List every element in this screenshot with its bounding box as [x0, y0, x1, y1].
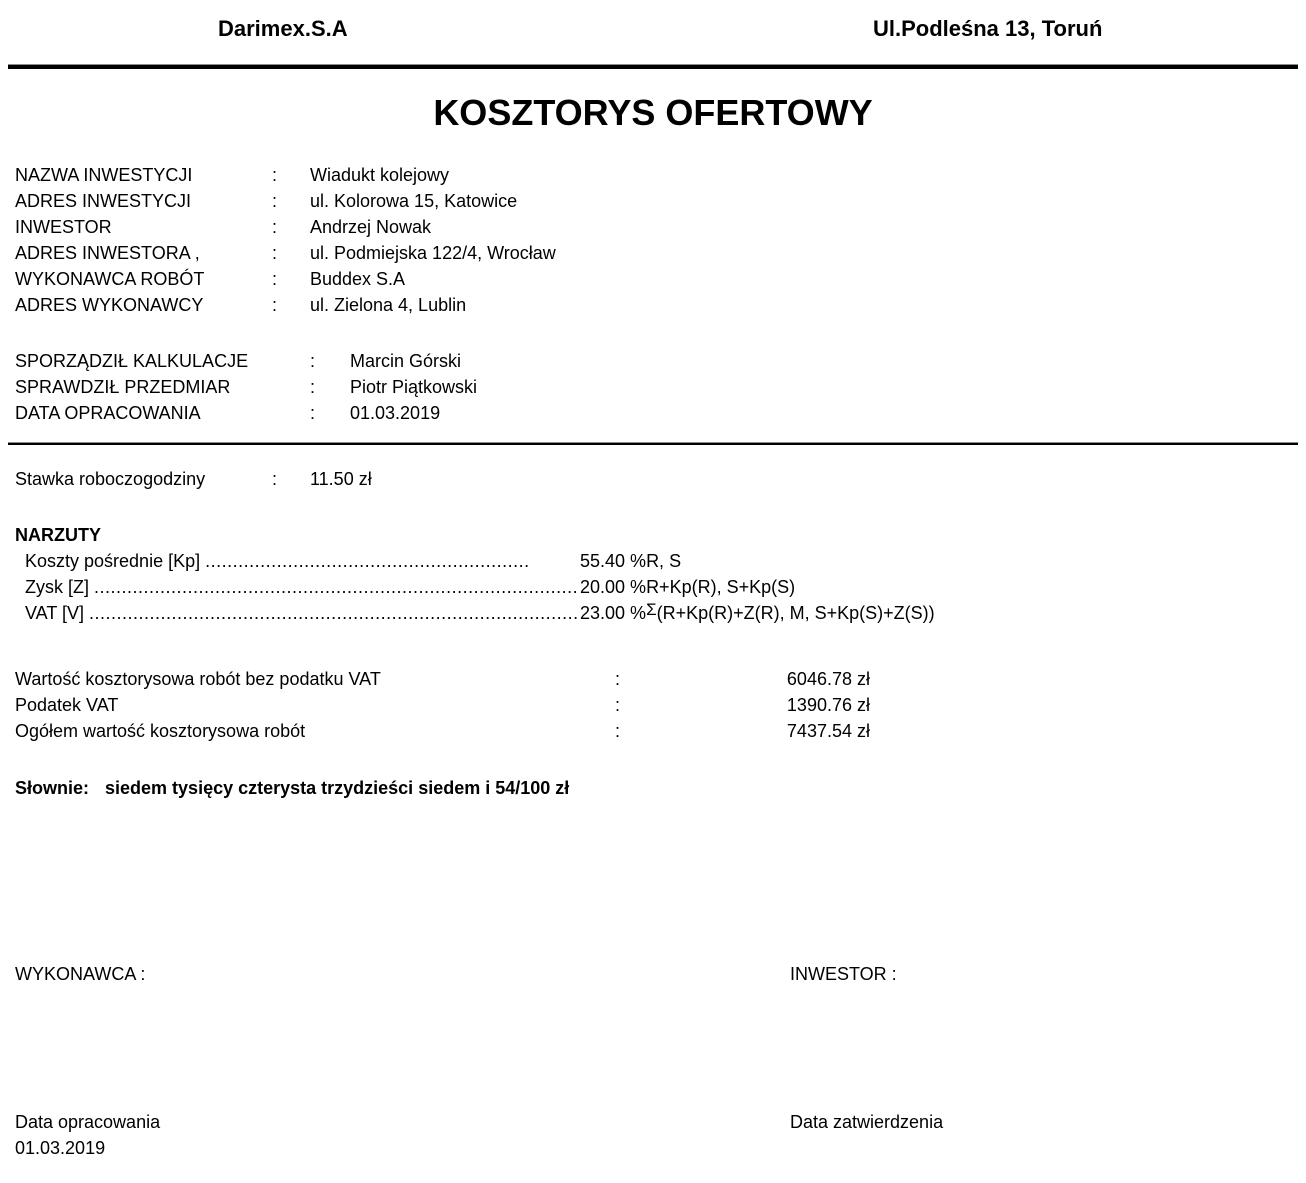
people-label: SPORZĄDZIŁ KALKULACJE — [15, 351, 249, 371]
people-value: Marcin Górski — [350, 351, 462, 371]
info-row-inwestor — [15, 214, 556, 240]
overhead-formula: (R+Kp(R)+Z(R), M, S+Kp(S)+Z(S)) — [656, 603, 935, 623]
total-label: Podatek VAT — [15, 695, 119, 715]
overhead-value — [580, 574, 795, 601]
info-row-nazwa-inwestycji — [15, 162, 556, 188]
info-row-adres-inwestora — [15, 240, 556, 266]
colon-separator: : — [615, 669, 621, 689]
amount-in-words — [15, 778, 569, 799]
overhead-percent: 23.00 % — [580, 603, 647, 623]
header-divider-rule — [8, 64, 1298, 69]
info-value: ul. Zielona 4, Lublin — [310, 295, 467, 315]
overheads-section — [15, 522, 935, 626]
total-label: Wartość kosztorysowa robót bez podatku VAT — [15, 669, 381, 689]
info-value: ul. Kolorowa 15, Katowice — [310, 191, 518, 211]
overhead-row-vat — [15, 600, 935, 626]
people-label: DATA OPRACOWANIA — [15, 403, 201, 423]
total-label: Ogółem wartość kosztorysowa robót — [15, 721, 306, 741]
info-value: Wiadukt kolejowy — [310, 165, 450, 185]
colon-separator: : — [272, 243, 278, 263]
info-row-adres-wykonawcy — [15, 292, 556, 318]
company-name: Darimex.S.A — [218, 16, 348, 41]
overheads-heading: NARZUTY — [15, 525, 101, 545]
signature-wykonawca: WYKONAWCA : — [15, 964, 146, 984]
people-value: Piotr Piątkowski — [350, 377, 478, 397]
overhead-percent: 55.40 % — [580, 551, 647, 571]
signature-inwestor: INWESTOR : — [790, 964, 897, 984]
amount-in-words-prefix: Słownie: — [15, 778, 90, 798]
info-value: Andrzej Nowak — [310, 217, 432, 237]
footer-data-opracowania-date: 01.03.2019 — [15, 1138, 106, 1158]
people-label: SPRAWDZIŁ PRZEDMIAR — [15, 377, 231, 397]
colon-separator: : — [272, 191, 278, 211]
overhead-formula: R, S — [646, 551, 682, 571]
total-value: 6046.78 zł — [786, 669, 870, 689]
colon-separator: : — [310, 351, 316, 371]
total-row-brutto — [15, 718, 870, 744]
info-label: WYKONAWCA ROBÓT — [15, 269, 205, 289]
amount-in-words-text: siedem tysięcy czterysta trzydzieści siedem i 54/100 zł — [105, 778, 570, 798]
info-row-wykonawca-robot — [15, 266, 556, 292]
overhead-formula: R+Kp(R), S+Kp(S) — [646, 577, 796, 597]
info-row-adres-inwestycji — [15, 188, 556, 214]
info-label: NAZWA INWESTYCJI — [15, 165, 193, 185]
overhead-label: Zysk [Z] — [25, 577, 89, 597]
overhead-label: Koszty pośrednie [Kp] — [25, 551, 201, 571]
info-label: ADRES INWESTYCJI — [15, 191, 192, 211]
colon-separator: : — [615, 695, 621, 715]
rate-value: 11.50 zł — [310, 469, 372, 489]
people-row-sprawdzil — [15, 374, 477, 400]
overhead-value — [580, 548, 681, 575]
info-value: Buddex S.A — [310, 269, 406, 289]
investment-info-block — [15, 162, 556, 318]
info-label: INWESTOR — [15, 217, 112, 237]
info-value: ul. Podmiejska 122/4, Wrocław — [310, 243, 556, 263]
document-title: KOSZTORYS OFERTOWY — [433, 92, 873, 133]
overhead-percent: 20.00 % — [580, 577, 647, 597]
colon-separator: : — [272, 165, 278, 185]
colon-separator: : — [615, 721, 621, 741]
people-row-sporzadzil — [15, 348, 477, 374]
people-value: 01.03.2019 — [350, 403, 441, 423]
totals-section — [15, 666, 870, 744]
info-label: ADRES INWESTORA , — [15, 243, 200, 263]
overhead-label: VAT [V] — [25, 603, 85, 623]
sigma-symbol: Σ — [646, 600, 657, 619]
section-divider-rule — [8, 442, 1298, 445]
total-row-vat — [15, 692, 870, 718]
dot-leader: ........................................................................................ — [94, 577, 579, 597]
dot-leader: ........................................................... — [205, 551, 530, 571]
colon-separator: : — [272, 469, 278, 489]
total-value: 1390.76 zł — [786, 695, 870, 715]
colon-separator: : — [272, 217, 278, 237]
company-address: Ul.Podleśna 13, Toruń — [873, 16, 1103, 41]
overhead-row-zysk — [15, 574, 796, 600]
colon-separator: : — [310, 403, 316, 423]
dot-leader: ......................................................................................... — [89, 603, 579, 623]
footer-data-zatwierdzenia-label: Data zatwierdzenia — [790, 1112, 944, 1132]
overhead-value — [580, 600, 935, 627]
colon-separator: : — [272, 295, 278, 315]
total-row-netto — [15, 666, 870, 692]
people-row-data-opracowania — [15, 400, 477, 426]
colon-separator: : — [272, 269, 278, 289]
total-value: 7437.54 zł — [786, 721, 870, 741]
info-label: ADRES WYKONAWCY — [15, 295, 204, 315]
overhead-row-koszty-posrednie — [15, 548, 682, 574]
labour-rate-row — [15, 466, 372, 492]
colon-separator: : — [310, 377, 316, 397]
preparation-info-block — [15, 348, 477, 426]
footer-data-opracowania-label: Data opracowania — [15, 1112, 161, 1132]
rate-label: Stawka roboczogodziny — [15, 469, 206, 489]
